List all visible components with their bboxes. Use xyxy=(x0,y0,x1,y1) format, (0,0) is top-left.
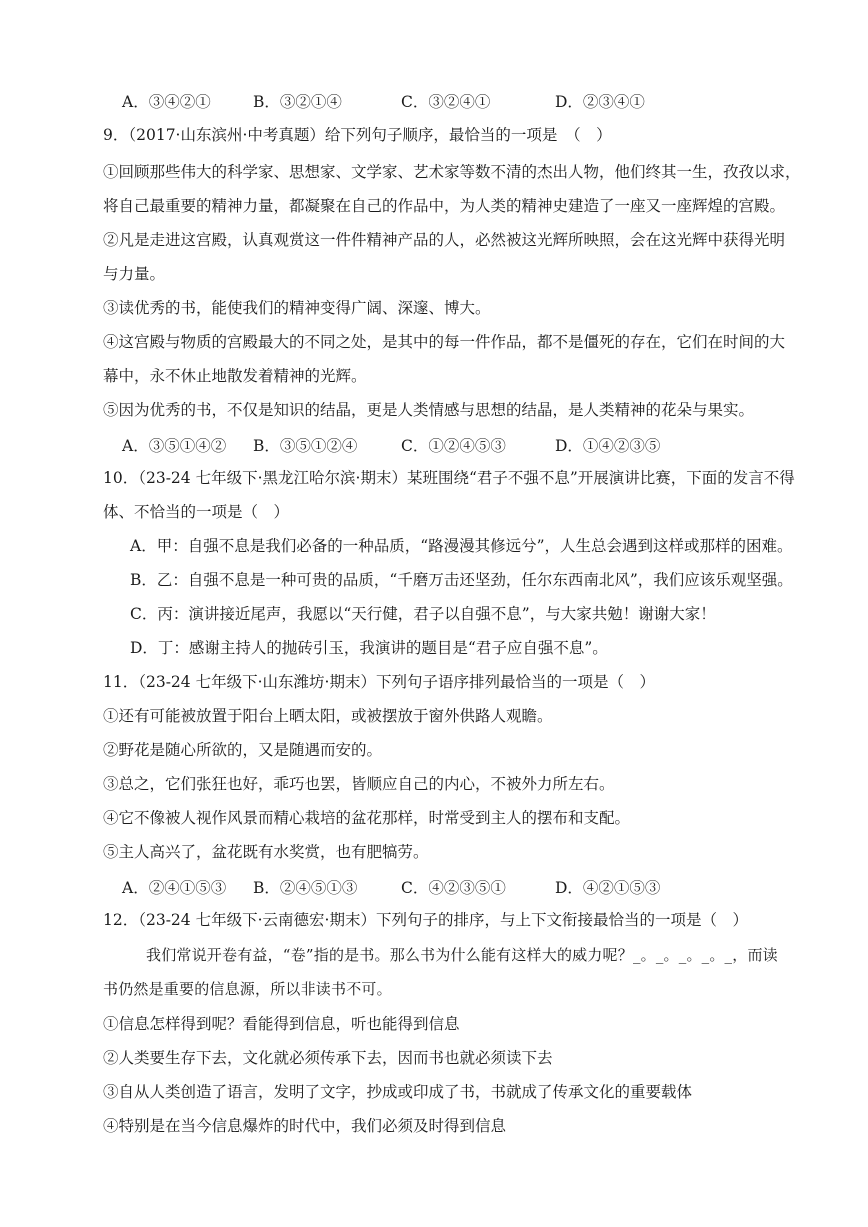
q11-stem: 11．（23-24 七年级下·山东潍坊·期末）下列句子语序排列最恰当的一项是（ ） xyxy=(103,673,655,691)
q9-line: ④这宫殿与物质的宫殿最大的不同之处，是其中的每一件作品，都不是僵死的存在，它们在时间的大 xyxy=(103,333,786,351)
q9-option-a: A．③⑤①④② xyxy=(122,437,227,455)
q9-line: 幕中，永不休止地散发着精神的光辉。 xyxy=(103,367,367,385)
q9-option-b: B．③⑤①②④ xyxy=(253,437,358,455)
q11-option-c: C．④②③⑤① xyxy=(401,879,506,897)
q10-stem: 10．（23-24 七年级下·黑龙江哈尔滨·期末）某班围绕“君子不强不息”开展演讲比赛，下面的发言不得 xyxy=(103,469,795,487)
q9-line: ③读优秀的书，能使我们的精神变得广阔、深邃、博大。 xyxy=(103,299,491,317)
q9-options xyxy=(0,434,868,454)
q9-line: 与力量。 xyxy=(103,265,166,283)
q11-line: ④它不像被人视作风景而精心栽培的盆花那样，时常受到主人的摆布和支配。 xyxy=(103,809,631,827)
q10-choice-d: D．丁：感谢主持人的抛砖引玉，我演讲的题目是“君子应自强不息”。 xyxy=(130,639,608,657)
q11-options xyxy=(0,876,868,896)
q8-option-b: B．③②①④ xyxy=(253,93,342,111)
q11-line: ②野花是随心所欲的，又是随遇而安的。 xyxy=(103,741,383,759)
q11-option-b: B．②④⑤①③ xyxy=(253,879,358,897)
q12-line: ③自从人类创造了语言，发明了文字，抄成或印成了书，书就成了传承文化的重要载体 xyxy=(103,1083,693,1101)
q8-option-a: A．③④②① xyxy=(122,93,211,111)
q9-option-d: D．①④②③⑤ xyxy=(555,437,661,455)
q12-stem: 12．（23-24 七年级下·云南德宏·期末）下列句子的排序，与上下文衔接最恰当的一项是（ ） xyxy=(103,911,748,929)
q10-stem: 体、不恰当的一项是（ ） xyxy=(103,503,290,521)
q9-line: ⑤因为优秀的书，不仅是知识的结晶，更是人类情感与思想的结晶，是人类精神的花朵与果实。 xyxy=(103,401,755,419)
q12-passage: 书仍然是重要的信息源，所以非读书不可。 xyxy=(103,980,392,998)
q9-line: ②凡是走进这宫殿，认真观赏这一件件精神产品的人，必然被这光辉所映照，会在这光辉中获得光明 xyxy=(103,231,786,249)
q9-line: 将自己最重要的精神力量，都凝聚在自己的作品中，为人类的精神史建造了一座又一座辉煌的宫殿。 xyxy=(103,197,786,215)
q10-choice-a: A．甲：自强不息是我们必备的一种品质，“路漫漫其修远兮”，人生总会遇到这样或那样的困难。 xyxy=(130,537,793,555)
q9-stem: 9．（2017·山东滨州·中考真题）给下列句子顺序，最恰当的一项是 （ ） xyxy=(103,126,612,144)
q11-option-a: A．②④①⑤③ xyxy=(122,879,227,897)
q8-options xyxy=(0,90,868,110)
q8-option-c: C．③②④① xyxy=(401,93,491,111)
q11-line: ③总之，它们张狂也好，乖巧也罢，皆顺应自己的内心，不被外力所左右。 xyxy=(103,775,615,793)
q12-line: ①信息怎样得到呢？看能得到信息，听也能得到信息 xyxy=(103,1015,460,1033)
q11-line: ⑤主人高兴了，盆花既有水奖赏，也有肥犒劳。 xyxy=(103,843,429,861)
q9-option-c: C．①②④⑤③ xyxy=(401,437,506,455)
q12-passage: 我们常说开卷有益，“卷”指的是书。那么书为什么能有这样大的威力呢？_。_。_。_。_，而读 xyxy=(146,946,778,964)
q12-line: ②人类要生存下去，文化就必须传承下去，因而书也就必须读下去 xyxy=(103,1049,553,1067)
q8-option-d: D．②③④① xyxy=(555,93,645,111)
q9-line: ①回顾那些伟大的科学家、思想家、文学家、艺术家等数不清的杰出人物，他们终其一生，孜孜以求， xyxy=(103,163,801,181)
q12-line: ④特别是在当今信息爆炸的时代中，我们必须及时得到信息 xyxy=(103,1117,507,1135)
q10-choice-c: C．丙：演讲接近尾声，我愿以“天行健，君子以自强不息”，与大家共勉！谢谢大家！ xyxy=(130,605,716,623)
q11-line: ①还有可能被放置于阳台上晒太阳，或被摆放于窗外供路人观瞻。 xyxy=(103,707,553,725)
q10-choice-b: B．乙：自强不息是一种可贵的品质，“千磨万击还坚劲，任尔东西南北风”，我们应该乐观坚强。 xyxy=(130,571,793,589)
q11-option-d: D．④②①⑤③ xyxy=(555,879,661,897)
